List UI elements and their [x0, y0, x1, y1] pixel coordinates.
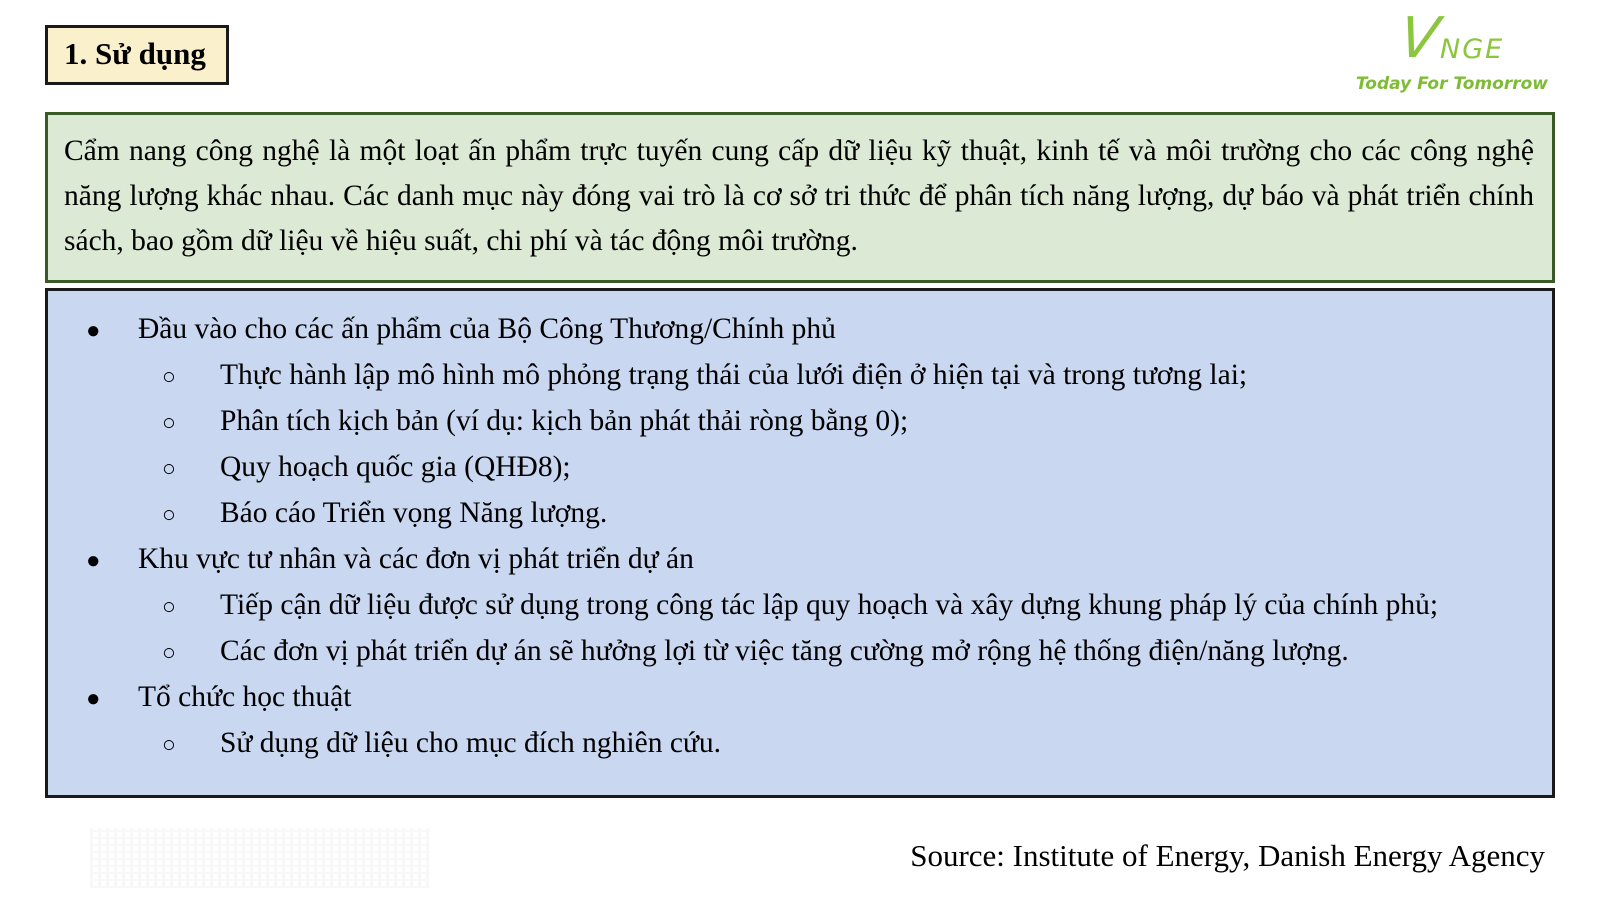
sub-bullet-icon: ○	[162, 502, 176, 527]
sub-bullet-icon: ○	[162, 410, 176, 435]
source-citation: Source: Institute of Energy, Danish Energy Agency	[910, 838, 1545, 873]
list-subitem	[162, 629, 1530, 675]
intro-box	[45, 112, 1555, 283]
vnge-logo-wordmark	[1356, 6, 1548, 71]
list-subitem	[162, 583, 1530, 629]
sub-bullet-label: Phân tích kịch bản (ví dụ: kịch bản phát thải ròng bằng 0);	[220, 405, 909, 437]
bullet-icon: ●	[86, 686, 101, 712]
logo-nge-text: NGE	[1440, 33, 1505, 65]
slide-title-box	[45, 25, 229, 85]
list-subitem	[162, 721, 1530, 767]
sub-bullet-icon: ○	[162, 640, 176, 665]
list-subitem	[162, 491, 1530, 537]
list-item	[86, 537, 1530, 583]
bullet-label: Đầu vào cho các ấn phẩm của Bộ Công Thương/Chính phủ	[138, 313, 836, 345]
sub-bullet-icon: ○	[162, 364, 176, 389]
vnge-logo	[1355, 6, 1548, 95]
bullet-label: Khu vực tư nhân và các đơn vị phát triển dự án	[138, 543, 694, 575]
sub-bullet-label: Các đơn vị phát triển dự án sẽ hưởng lợi từ việc tăng cường mở rộng hệ thống điện/năng lượng.	[220, 635, 1349, 667]
watermark-pattern	[90, 828, 430, 888]
sub-bullet-icon: ○	[162, 732, 176, 757]
intro-paragraph: Cẩm nang công nghệ là một loạt ấn phẩm trực tuyến cung cấp dữ liệu kỹ thuật, kinh tế và môi trường cho các công nghệ năng lượng khác nhau. Các danh mục này đóng vai trò là cơ sở tri thức để phân tích năng lượng, dự báo và phát triển chính sách, bao gồm dữ liệu về hiệu suất, chi phí và tác động môi trường.	[64, 135, 1534, 257]
list-subitem	[162, 445, 1530, 491]
sub-bullet-icon: ○	[162, 456, 176, 481]
sub-bullet-label: Thực hành lập mô hình mô phỏng trạng thái của lưới điện ở hiện tại và trong tương lai;	[220, 359, 1248, 391]
sub-bullet-icon: ○	[162, 594, 176, 619]
list-subitem	[162, 353, 1530, 399]
sub-bullet-label: Tiếp cận dữ liệu được sử dụng trong công tác lập quy hoạch và xây dựng khung pháp lý của chính phủ;	[220, 589, 1439, 621]
sub-bullet-label: Quy hoạch quốc gia (QHĐ8);	[220, 451, 571, 483]
usage-list-box	[45, 288, 1555, 798]
logo-tagline: Today For Tomorrow	[1355, 74, 1548, 95]
slide-title: 1. Sử dụng	[64, 36, 206, 71]
bullet-icon: ●	[86, 318, 101, 344]
logo-v-icon: V	[1395, 6, 1443, 71]
sub-bullet-label: Sử dụng dữ liệu cho mục đích nghiên cứu.	[220, 727, 722, 759]
bullet-label: Tổ chức học thuật	[138, 681, 352, 713]
list-subitem	[162, 399, 1530, 445]
bullet-icon: ●	[86, 548, 101, 574]
sub-bullet-label: Báo cáo Triển vọng Năng lượng.	[220, 497, 608, 529]
list-item	[86, 675, 1530, 721]
list-item	[86, 307, 1530, 353]
